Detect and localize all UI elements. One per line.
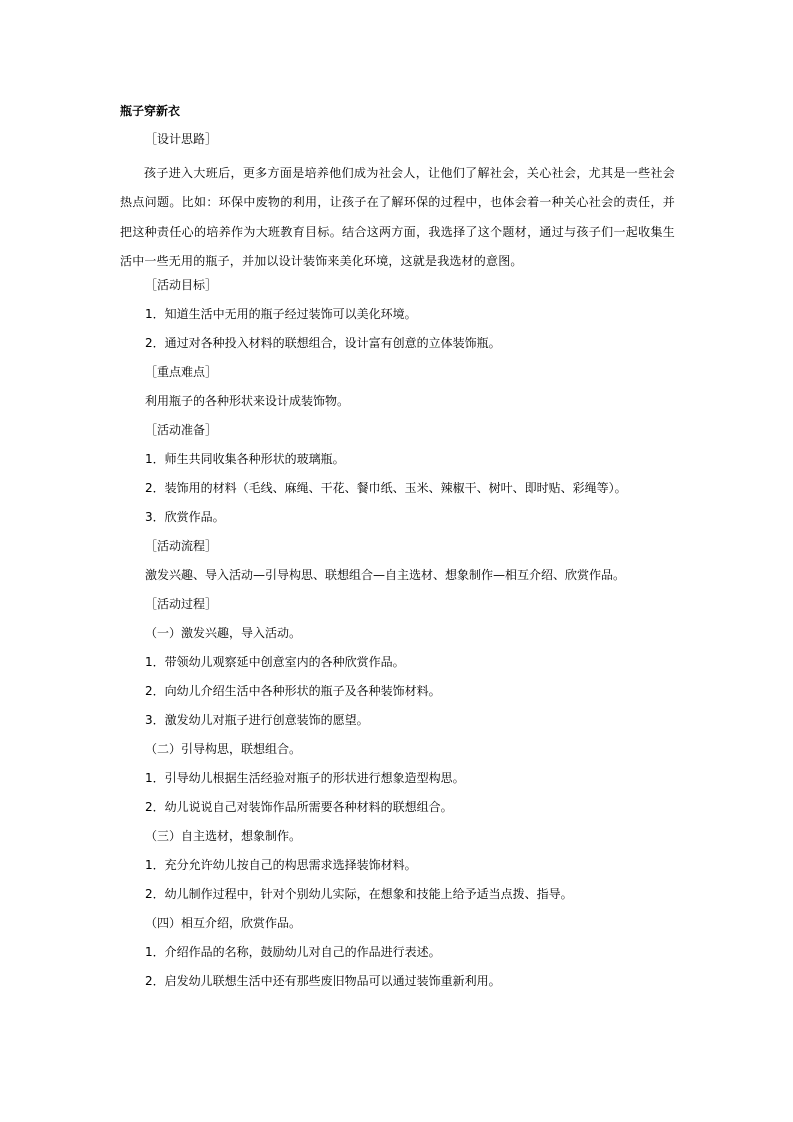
process-step-1-item-3: 3．激发幼儿对瓶子进行创意装饰的愿望。 bbox=[145, 713, 369, 727]
section-heading-design: ［设计思路］ bbox=[145, 132, 218, 146]
preparation-item-1: 1．师生共同收集各种形状的玻璃瓶。 bbox=[145, 452, 345, 466]
flow-text: 激发兴趣、导入活动—引导构思、联想组合—自主选材、想象制作—相互介绍、欣赏作品。 bbox=[145, 568, 626, 582]
goal-item-1: 1．知道生活中无用的瓶子经过装饰可以美化环境。 bbox=[145, 307, 417, 321]
process-step-1-item-2: 2．向幼儿介绍生活中各种形状的瓶子及各种装饰材料。 bbox=[145, 684, 441, 698]
process-step-3-item-2: 2．幼儿制作过程中，针对个别幼儿实际，在想象和技能上给予适当点拨、指导。 bbox=[145, 887, 573, 901]
document-title: 瓶子穿新衣 bbox=[120, 104, 181, 118]
process-step-2-heading: （二）引导构思，联想组合。 bbox=[145, 742, 302, 756]
design-paragraph: 孩子进入大班后，更多方面是培养他们成为社会人，让他们了解社会，关心社会，尤其是一些社会热点问题。比如：环保中废物的利用，让孩子在了解环保的过程中，也体会着一种关心社会的责任，并把这种责任心的培养作为大班教育目标。结合这两方面，我选择了这个题材，通过与孩子们一起收集生活中一些无用的瓶子，并加以设计装饰来美化环境，这就是我选材的意图。 bbox=[120, 166, 675, 268]
preparation-item-2: 2．装饰用的材料（毛线、麻绳、干花、餐巾纸、玉米、辣椒干、树叶、即时贴、彩绳等）。 bbox=[145, 481, 627, 495]
process-step-1-heading: （一）激发兴趣，导入活动。 bbox=[145, 626, 302, 640]
section-heading-flow: ［活动流程］ bbox=[145, 539, 218, 553]
section-heading-process: ［活动过程］ bbox=[145, 597, 218, 611]
section-heading-keypoints: ［重点难点］ bbox=[145, 365, 218, 379]
section-heading-preparation: ［活动准备］ bbox=[145, 423, 218, 437]
goal-item-2: 2．通过对各种投入材料的联想组合，设计富有创意的立体装饰瓶。 bbox=[145, 336, 501, 350]
process-step-3-heading: （三）自主选材，想象制作。 bbox=[145, 829, 302, 843]
process-step-2-item-2: 2．幼儿说说自己对装饰作品所需要各种材料的联想组合。 bbox=[145, 800, 453, 814]
section-heading-goals: ［活动目标］ bbox=[145, 278, 218, 292]
process-step-4-item-2: 2．启发幼儿联想生活中还有那些废旧物品可以通过装饰重新利用。 bbox=[145, 974, 501, 988]
process-step-4-heading: （四）相互介绍，欣赏作品。 bbox=[145, 916, 302, 930]
process-step-2-item-1: 1．引导幼儿根据生活经验对瓶子的形状进行想象造型构思。 bbox=[145, 771, 465, 785]
process-step-4-item-1: 1．介绍作品的名称，鼓励幼儿对自己的作品进行表述。 bbox=[145, 945, 441, 959]
keypoint-text: 利用瓶子的各种形状来设计成装饰物。 bbox=[145, 394, 350, 408]
process-step-3-item-1: 1．充分允许幼儿按自己的构思需求选择装饰材料。 bbox=[145, 858, 417, 872]
preparation-item-3: 3．欣赏作品。 bbox=[145, 510, 225, 524]
process-step-1-item-1: 1．带领幼儿观察延中创意室内的各种欣赏作品。 bbox=[145, 655, 405, 669]
